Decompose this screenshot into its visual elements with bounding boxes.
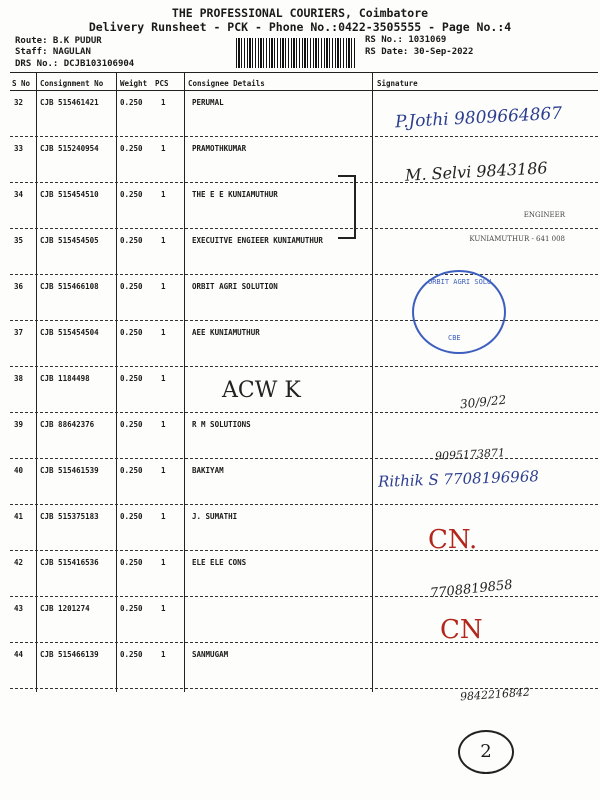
cell-consignment: CJB 515461421 bbox=[40, 98, 99, 107]
cell-weight: 0.250 bbox=[120, 650, 143, 659]
cell-weight: 0.250 bbox=[120, 558, 143, 567]
cell-consignment: CJB 1201274 bbox=[40, 604, 90, 613]
signature-40: Rithik S 7708196968 bbox=[377, 467, 540, 491]
cell-sno: 42 bbox=[14, 558, 24, 567]
row-divider bbox=[10, 366, 598, 367]
cell-pcs: 1 bbox=[161, 420, 166, 429]
row-divider bbox=[10, 412, 598, 413]
cell-consignee: PERUMAL bbox=[192, 98, 224, 107]
orbit-agri-stamp bbox=[412, 270, 506, 354]
col-consignment: Consignment No bbox=[40, 79, 104, 88]
cell-weight: 0.250 bbox=[120, 236, 143, 245]
cell-consignment: CJB 515416536 bbox=[40, 558, 99, 567]
cell-pcs: 1 bbox=[161, 512, 166, 521]
cell-pcs: 1 bbox=[161, 236, 166, 245]
rs-date: RS Date: 30-Sep-2022 bbox=[365, 47, 474, 57]
col-signature: Signature bbox=[377, 79, 418, 88]
cell-weight: 0.250 bbox=[120, 98, 143, 107]
cell-consignee: R M SOLUTIONS bbox=[192, 420, 251, 429]
cell-sno: 39 bbox=[14, 420, 24, 429]
stamp-engineer-line2: KUNIAMUTHUR - 641 008 bbox=[469, 235, 565, 243]
col-consignee: Consignee Details bbox=[188, 79, 265, 88]
row-divider bbox=[10, 550, 598, 551]
signature-42: 7708819858 bbox=[429, 577, 514, 602]
cell-pcs: 1 bbox=[161, 190, 166, 199]
cell-sno: 43 bbox=[14, 604, 24, 613]
cell-pcs: 1 bbox=[161, 282, 166, 291]
signature-38-date: 30/9/22 bbox=[459, 392, 507, 412]
cell-weight: 0.250 bbox=[120, 144, 143, 153]
handwritten-name-38: ACW K bbox=[222, 378, 301, 403]
drs-number: DRS No.: DCJB103106904 bbox=[15, 59, 135, 69]
rs-number: RS No.: 1031069 bbox=[365, 35, 447, 45]
cell-sno: 40 bbox=[14, 466, 24, 475]
cell-consignee: ELE ELE CONS bbox=[192, 558, 247, 567]
cell-pcs: 1 bbox=[161, 604, 166, 613]
signature-43: CN bbox=[440, 615, 483, 645]
cell-pcs: 1 bbox=[161, 650, 166, 659]
row-divider bbox=[10, 504, 598, 505]
cell-consignment: CJB 515454504 bbox=[40, 328, 99, 337]
cell-consignment: CJB 515375183 bbox=[40, 512, 99, 521]
stamp-orbit-cbe: CBE bbox=[448, 334, 461, 342]
col-sno: S No bbox=[12, 79, 31, 88]
cell-weight: 0.250 bbox=[120, 420, 143, 429]
cell-pcs: 1 bbox=[161, 374, 166, 383]
col-weight: Weight bbox=[120, 79, 148, 88]
cell-consignee: EXECUITVE ENGIEER KUNIAMUTHUR bbox=[192, 236, 323, 245]
barcode bbox=[236, 38, 356, 68]
cell-consignee: SANMUGAM bbox=[192, 650, 229, 659]
cell-pcs: 1 bbox=[161, 98, 166, 107]
cell-consignee: BAKIYAM bbox=[192, 466, 224, 475]
cell-consignment: CJB 88642376 bbox=[40, 420, 95, 429]
cell-pcs: 1 bbox=[161, 466, 166, 475]
staff-label: Staff: NAGULAN bbox=[15, 47, 91, 57]
cell-pcs: 1 bbox=[161, 144, 166, 153]
cell-consignment: CJB 515454510 bbox=[40, 190, 99, 199]
cell-consignment: CJB 515461539 bbox=[40, 466, 99, 475]
cell-consignee: ORBIT AGRI SOLUTION bbox=[192, 282, 278, 291]
cell-consignee: J. SUMATHI bbox=[192, 512, 238, 521]
cell-sno: 44 bbox=[14, 650, 24, 659]
cell-consignee: AEE KUNIAMUTHUR bbox=[192, 328, 260, 337]
signature-32: P.Jothi 9809664867 bbox=[394, 103, 563, 133]
stamp-engineer-line1: ENGINEER bbox=[523, 211, 565, 219]
cell-weight: 0.250 bbox=[120, 374, 143, 383]
page-number-circle: 2 bbox=[458, 730, 514, 774]
cell-consignment: CJB 515466139 bbox=[40, 650, 99, 659]
footer-handwriting: 9842216842 bbox=[459, 685, 531, 704]
cell-sno: 35 bbox=[14, 236, 24, 245]
cell-sno: 34 bbox=[14, 190, 24, 199]
cell-weight: 0.250 bbox=[120, 328, 143, 337]
signature-33: M. Selvi 9843186 bbox=[404, 158, 549, 185]
cell-weight: 0.250 bbox=[120, 190, 143, 199]
cell-pcs: 1 bbox=[161, 558, 166, 567]
cell-consignment: CJB 515454505 bbox=[40, 236, 99, 245]
cell-consignment: CJB 515466108 bbox=[40, 282, 99, 291]
cell-consignee: THE E E KUNIAMUTHUR bbox=[192, 190, 278, 199]
cell-sno: 38 bbox=[14, 374, 24, 383]
engineer-stamp bbox=[405, 210, 565, 244]
signature-41: CN. bbox=[428, 525, 478, 555]
cell-consignment: CJB 1184498 bbox=[40, 374, 90, 383]
row-divider bbox=[10, 458, 598, 459]
signature-39: 9095173871 bbox=[434, 446, 506, 463]
row-divider bbox=[10, 320, 598, 321]
row-divider bbox=[10, 182, 598, 183]
bracket-mark bbox=[338, 175, 356, 239]
route-label: Route: B.K PUDUR bbox=[15, 36, 102, 46]
cell-sno: 33 bbox=[14, 144, 24, 153]
row-divider bbox=[10, 642, 598, 643]
row-divider bbox=[10, 596, 598, 597]
company-title: THE PROFESSIONAL COURIERS, Coimbatore bbox=[171, 6, 429, 20]
stamp-orbit-text: ORBIT AGRI SOLU bbox=[428, 278, 492, 286]
row-divider bbox=[10, 274, 598, 275]
row-divider bbox=[10, 136, 598, 137]
col-pcs: PCS bbox=[155, 79, 169, 88]
cell-sno: 32 bbox=[14, 98, 24, 107]
cell-sno: 41 bbox=[14, 512, 24, 521]
cell-consignment: CJB 515240954 bbox=[40, 144, 99, 153]
runsheet-title: Delivery Runsheet - PCK - Phone No.:0422-3505555 - Page No.:4 bbox=[88, 20, 512, 34]
cell-sno: 36 bbox=[14, 282, 24, 291]
cell-pcs: 1 bbox=[161, 328, 166, 337]
cell-consignee: PRAMOTHKUMAR bbox=[192, 144, 247, 153]
cell-weight: 0.250 bbox=[120, 512, 143, 521]
cell-weight: 0.250 bbox=[120, 466, 143, 475]
cell-weight: 0.250 bbox=[120, 282, 143, 291]
cell-sno: 37 bbox=[14, 328, 24, 337]
cell-weight: 0.250 bbox=[120, 604, 143, 613]
